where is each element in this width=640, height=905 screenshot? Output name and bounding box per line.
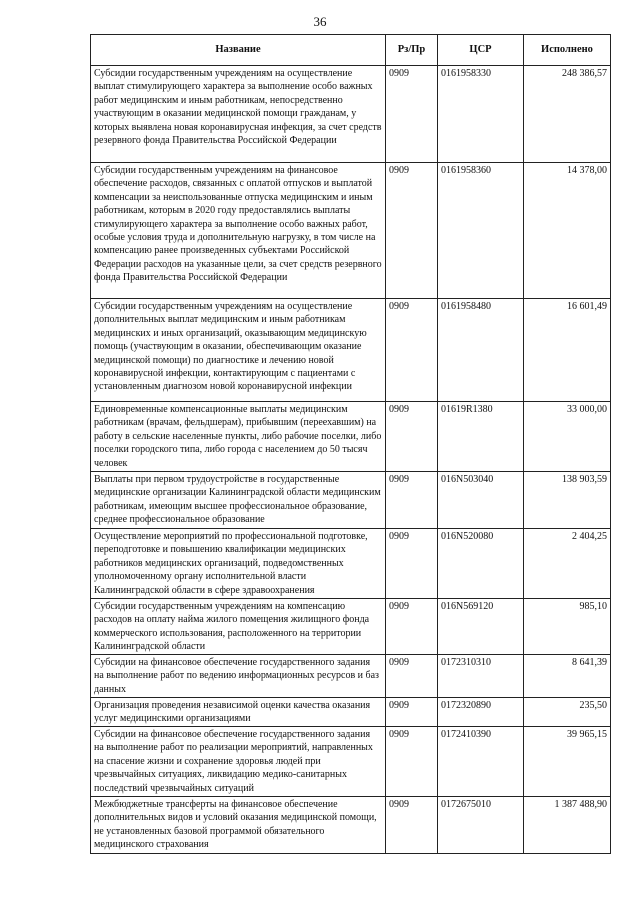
row-amount: 14 378,00 <box>524 163 611 299</box>
row-name: Субсидии на финансовое обеспечение государственного задания на выполнение работ по ведению информационных ресурсов и баз данных <box>91 655 386 698</box>
row-csr: 0161958330 <box>438 66 524 163</box>
table-row <box>91 299 611 402</box>
table-row <box>91 655 611 698</box>
row-name: Субсидии государственным учреждениям на финансовое обеспечение расходов, связанных с оплатой отпусков и выплатой компенсации за неиспользованные отпуска медицинским и иным работникам, которым в 2020 году предоставлялись выплаты стимулирующего характера за выполнение особо важных работ, особые условия труда и дополнительную нагрузку, в том числе на компенсацию ранее произведенных субъектами Российской Федерации расходов на указанные цели, за счет средств резервного фонда Правительства Российской Федерации <box>91 163 386 299</box>
row-amount: 1 387 488,90 <box>524 797 611 854</box>
row-name: Единовременные компенсационные выплаты медицинским работникам (врачам, фельдшерам), прибывшим (переехавшим) на работу в сельские населенные пункты, либо рабочие поселки, либо поселки городского типа, либо города с населением до 50 тысяч человек <box>91 402 386 472</box>
row-csr: 0172410390 <box>438 727 524 797</box>
row-amount: 138 903,59 <box>524 472 611 529</box>
row-section: 0909 <box>386 599 438 655</box>
budget-table <box>90 34 611 854</box>
row-csr: 0161958360 <box>438 163 524 299</box>
row-name: Осуществление мероприятий по профессиональной подготовке, переподготовке и повышению квалификации медицинских работников медицинских организаций, подведомственных уполномоченному органу исполнительной власти Калининградской области в сфере здравоохранения <box>91 529 386 599</box>
row-name: Межбюджетные трансферты на финансовое обеспечение дополнительных видов и условий оказания медицинской помощи, не установленных базовой программой обязательного медицинского страхования <box>91 797 386 854</box>
row-csr: 016N503040 <box>438 472 524 529</box>
row-section: 0909 <box>386 472 438 529</box>
row-name: Субсидии государственным учреждениям на осуществление дополнительных выплат медицинским и иным работникам медицинских и иных организаций, оказывающим медицинскую помощь (участвующим в оказании, обеспечивающим оказание медицинской помощи) по диагностике и лечению новой коронавирусной инфекции, контактирующим с пациентами с установленным диагнозом новой коронавирусной инфекции <box>91 299 386 402</box>
table-row <box>91 529 611 599</box>
header-section: Рз/Пр <box>386 35 438 66</box>
table-row <box>91 797 611 854</box>
page-number: 36 <box>313 14 327 29</box>
row-amount: 16 601,49 <box>524 299 611 402</box>
table-row <box>91 727 611 797</box>
row-csr: 0161958480 <box>438 299 524 402</box>
row-amount: 39 965,15 <box>524 727 611 797</box>
table-row <box>91 698 611 727</box>
table-row <box>91 66 611 163</box>
table-row <box>91 599 611 655</box>
table-header-row <box>91 35 611 66</box>
row-amount: 2 404,25 <box>524 529 611 599</box>
header-name: Название <box>91 35 386 66</box>
row-amount: 8 641,39 <box>524 655 611 698</box>
row-amount: 248 386,57 <box>524 66 611 163</box>
row-name: Субсидии государственным учреждениям на компенсацию расходов на оплату найма жилого помещения жилищного фонда коммерческого использования, расположенного на территории Калининградской области <box>91 599 386 655</box>
row-amount: 235,50 <box>524 698 611 727</box>
row-amount: 985,10 <box>524 599 611 655</box>
row-section: 0909 <box>386 797 438 854</box>
row-csr: 0172320890 <box>438 698 524 727</box>
table-row <box>91 472 611 529</box>
row-section: 0909 <box>386 402 438 472</box>
row-section: 0909 <box>386 163 438 299</box>
row-name: Выплаты при первом трудоустройстве в государственные медицинские организации Калининградской области медицинским работникам, имеющим высшее профессиональное образование, среднее профессиональное образование <box>91 472 386 529</box>
row-name: Субсидии на финансовое обеспечение государственного задания на выполнение работ по реализации мероприятий, направленных на спасение жизни и сохранение здоровья людей при чрезвычайных ситуациях, ликвидацию медико-санитарных последствий чрезвычайных ситуаций <box>91 727 386 797</box>
row-section: 0909 <box>386 299 438 402</box>
table-row <box>91 163 611 299</box>
row-name: Организация проведения независимой оценки качества оказания услуг медицинскими организациями <box>91 698 386 727</box>
row-csr: 0172675010 <box>438 797 524 854</box>
table-row <box>91 402 611 472</box>
row-csr: 016N520080 <box>438 529 524 599</box>
row-section: 0909 <box>386 698 438 727</box>
row-section: 0909 <box>386 655 438 698</box>
header-csr: ЦСР <box>438 35 524 66</box>
row-csr: 01619R1380 <box>438 402 524 472</box>
header-executed: Исполнено <box>524 35 611 66</box>
row-csr: 0172310310 <box>438 655 524 698</box>
row-csr: 016N569120 <box>438 599 524 655</box>
row-section: 0909 <box>386 66 438 163</box>
row-section: 0909 <box>386 727 438 797</box>
row-amount: 33 000,00 <box>524 402 611 472</box>
row-section: 0909 <box>386 529 438 599</box>
row-name: Субсидии государственным учреждениям на осуществление выплат стимулирующего характера за выполнение особо важных работ медицинским и иным работникам, непосредственно участвующим в оказании медицинской помощи гражданам, у которых выявлена новая коронавирусная инфекция, за счет средств резервного фонда Правительства Российской Федерации <box>91 66 386 163</box>
